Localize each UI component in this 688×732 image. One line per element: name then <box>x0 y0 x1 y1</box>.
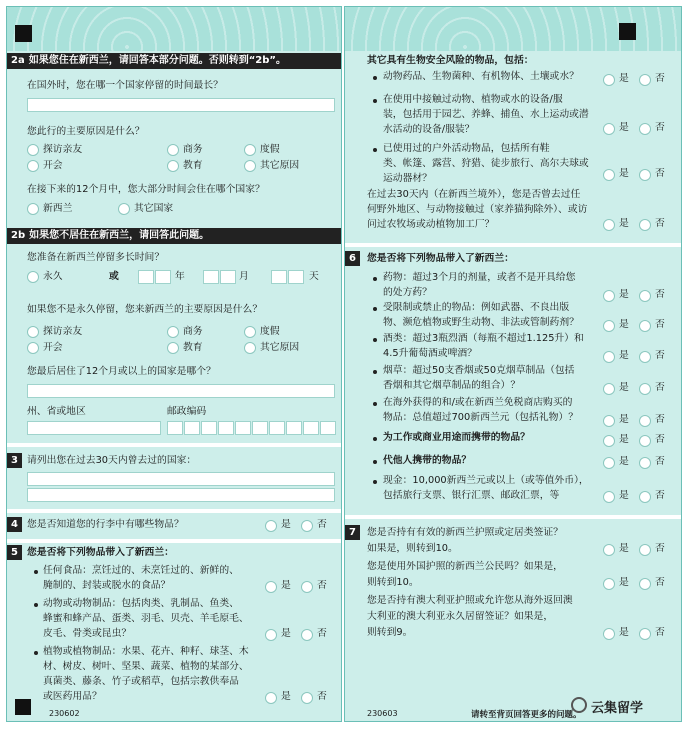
option-label: 教育 <box>183 342 203 353</box>
radio-food-yes[interactable] <box>265 581 277 593</box>
yes-label: 是 <box>281 580 291 591</box>
section-5-number: 5 <box>7 545 22 560</box>
registration-mark <box>619 23 636 40</box>
state-field[interactable] <box>27 421 161 435</box>
years-digit-1[interactable] <box>138 270 154 284</box>
section-6-title: 您是否将下列物品带入了新西兰： <box>367 253 514 264</box>
item-alcohol-line: 酒类：超过3瓶烈酒（每瓶不超过1.125升）和 <box>383 333 584 344</box>
bullet <box>373 437 377 441</box>
years-digit-2[interactable] <box>155 270 171 284</box>
section-4-number: 4 <box>7 517 22 532</box>
item-plant-line: 植物或植物制品：水果、花卉、种籽、球茎、木 <box>43 646 249 657</box>
no-label: 否 <box>655 73 665 84</box>
radio-yes[interactable] <box>603 457 615 469</box>
item-medicine-line: 的处方药？ <box>383 287 432 298</box>
wechat-icon <box>571 697 587 713</box>
radio-yes[interactable] <box>603 74 615 86</box>
option-label: 商务 <box>183 144 203 155</box>
item-animal-line: 皮毛、骨类或昆虫？ <box>43 628 132 639</box>
radio-yes[interactable] <box>603 320 615 332</box>
radio-visiting[interactable] <box>27 144 39 156</box>
radio-conference[interactable] <box>27 160 39 172</box>
registration-mark <box>15 25 32 42</box>
radio-yes[interactable] <box>603 435 615 447</box>
radio-no[interactable] <box>301 520 313 532</box>
section-3-number: 3 <box>7 453 22 468</box>
yes-label: 是 <box>619 350 629 361</box>
yes-label: 是 <box>619 434 629 445</box>
item-animal-line: 蜂蜜和蜂产品、蛋类、羽毛、贝壳、羊毛原毛、 <box>43 613 249 624</box>
radio-holiday[interactable] <box>244 144 256 156</box>
radio-yes[interactable] <box>603 383 615 395</box>
radio-no[interactable] <box>639 457 651 469</box>
item-dutyfree-line: 物品：总值超过700新西兰元（包括礼物）？ <box>383 412 579 423</box>
question-nz-citizen-line: 您是使用外国护照的新西兰公民吗？如果是， <box>367 561 563 572</box>
yes-label: 是 <box>619 168 629 179</box>
section-7-number: 7 <box>345 525 360 540</box>
option-label: 新西兰 <box>43 203 73 214</box>
no-label: 否 <box>655 218 665 229</box>
radio-yes[interactable] <box>603 415 615 427</box>
item-plant-line: 材、树皮、树叶、坚果、蔬菜、植物的某部分、 <box>43 661 249 672</box>
item-cash-line: 现金：10,000新西兰元或以上（或等值外币）， <box>383 475 589 486</box>
radio-yes[interactable] <box>603 578 615 590</box>
item-tobacco-line: 烟草：超过50支香烟或50克烟草制品（包括 <box>383 365 575 376</box>
no-label: 否 <box>655 627 665 638</box>
year-label: 年 <box>175 271 185 282</box>
radio-no[interactable] <box>639 351 651 363</box>
section-divider <box>345 243 681 247</box>
postcode-digit[interactable] <box>201 421 217 435</box>
radio-no[interactable] <box>639 491 651 503</box>
postcode-digit[interactable] <box>269 421 285 435</box>
option-label: 度假 <box>260 144 280 155</box>
item-medicine-line: 药物：超过3个月的剂量，或者不是开具给您 <box>383 272 576 283</box>
radio-other-country[interactable] <box>118 203 130 215</box>
question-stay-length: 您准备在新西兰停留多长时间？ <box>27 252 165 263</box>
bullet <box>373 307 377 311</box>
no-label: 否 <box>655 434 665 445</box>
radio-education[interactable] <box>167 160 179 172</box>
postcode-digit[interactable] <box>252 421 268 435</box>
radio-no[interactable] <box>639 74 651 86</box>
radio-food-no[interactable] <box>301 581 313 593</box>
radio-other-reason[interactable] <box>244 160 256 172</box>
registration-mark <box>15 699 31 715</box>
radio-yes[interactable] <box>603 169 615 181</box>
radio-new-zealand[interactable] <box>27 203 39 215</box>
option-label: 探访亲友 <box>43 144 83 155</box>
no-label: 否 <box>655 490 665 501</box>
no-label: 否 <box>655 289 665 300</box>
days-digit-2[interactable] <box>288 270 304 284</box>
no-label: 否 <box>655 414 665 425</box>
yes-label: 是 <box>281 519 291 530</box>
bullet <box>373 402 377 406</box>
radio-yes[interactable] <box>603 628 615 640</box>
question-outdoor-line: 在过去30天内（在新西兰境外），您是否曾去过任 <box>367 189 581 200</box>
section-divider <box>7 539 341 543</box>
months-digit-1[interactable] <box>203 270 219 284</box>
or-label: 或 <box>109 271 119 282</box>
postcode-digit[interactable] <box>167 421 183 435</box>
option-label: 开会 <box>43 342 63 353</box>
item-dutyfree-line: 在海外获得的和/或在新西兰免税商店购买的 <box>383 397 573 408</box>
yes-label: 是 <box>619 319 629 330</box>
radio-no[interactable] <box>639 383 651 395</box>
option-label: 开会 <box>43 160 63 171</box>
yes-label: 是 <box>281 628 291 639</box>
biosecurity-title: 其它具有生物安全风险的物品，包括： <box>367 55 534 66</box>
postcode-digit[interactable] <box>218 421 234 435</box>
radio-no[interactable] <box>639 578 651 590</box>
radio-animal-yes[interactable] <box>265 629 277 641</box>
biosecurity-item-line: 在使用中接触过动物、植物或水的设备/服 <box>383 94 563 105</box>
month-label: 月 <box>239 271 249 282</box>
yes-label: 是 <box>619 627 629 638</box>
postcode-digit[interactable] <box>303 421 319 435</box>
days-digit-1[interactable] <box>271 270 287 284</box>
biosecurity-item-line: 装，包括用于园艺、养蜂、捕鱼、水上运动或潜 <box>383 109 589 120</box>
page-code: 230603 <box>367 709 398 718</box>
option-label: 度假 <box>260 326 280 337</box>
question-outdoor-line: 问过农牧场或动植物加工厂？ <box>367 219 495 230</box>
item-tobacco-line: 香烟和其它烟草制品的组合）？ <box>383 380 521 391</box>
option-label: 其它原因 <box>260 160 300 171</box>
radio-permanent[interactable] <box>27 271 39 283</box>
radio-business[interactable] <box>167 144 179 156</box>
bullet <box>373 99 377 103</box>
day-label: 天 <box>309 271 319 282</box>
biosecurity-item-line: 运动器材？ <box>383 173 432 184</box>
no-label: 否 <box>655 319 665 330</box>
radio-visiting[interactable] <box>27 326 39 338</box>
state-label: 州、省或地区 <box>27 406 86 417</box>
section-number: 2a <box>11 55 25 66</box>
no-label: 否 <box>317 519 327 530</box>
radio-no[interactable] <box>639 123 651 135</box>
biosecurity-item-line: 已使用过的户外活动物品，包括所有鞋 <box>383 143 550 154</box>
radio-no[interactable] <box>639 435 651 447</box>
radio-yes[interactable] <box>265 520 277 532</box>
yes-label: 是 <box>619 577 629 588</box>
radio-education[interactable] <box>167 342 179 354</box>
question-outdoor-line: 何野外地区、与动物接触过（家养猫狗除外）、或访 <box>367 204 588 215</box>
question-countries-30-days: 请列出您在过去30天内曾去过的国家： <box>27 455 197 466</box>
countries-field-1[interactable] <box>27 472 335 486</box>
radio-yes[interactable] <box>603 123 615 135</box>
yes-label: 是 <box>619 218 629 229</box>
yes-label: 是 <box>619 73 629 84</box>
yes-label: 是 <box>619 414 629 425</box>
section-title: 如果您住在新西兰，请回答本部分问题。否则转到“2b”。 <box>28 55 286 66</box>
decorative-header-strip <box>7 7 341 51</box>
radio-no[interactable] <box>639 290 651 302</box>
radio-plant-no[interactable] <box>301 692 313 704</box>
yes-label: 是 <box>619 289 629 300</box>
yes-label: 是 <box>281 691 291 702</box>
watermark-text: 云集留学 <box>591 701 644 716</box>
item-restricted-line: 物、濒危植物或野生动物、非法或管制药剂？ <box>383 317 579 328</box>
no-label: 否 <box>655 456 665 467</box>
no-label: 否 <box>655 382 665 393</box>
item-animal-line: 动物或动物制品：包括肉类、乳制品、鱼类、 <box>43 598 239 609</box>
question-last-country: 您最后居住了12个月或以上的国家是哪个？ <box>27 366 216 377</box>
no-label: 否 <box>655 168 665 179</box>
biosecurity-item-line: 水活动的设备/服装？ <box>383 124 475 135</box>
yes-label: 是 <box>619 382 629 393</box>
item-alcohol-line: 4.5升葡萄酒或啤酒？ <box>383 348 477 359</box>
postcode-digit[interactable] <box>184 421 200 435</box>
question-longest-country: 在国外时，您在哪一个国家停留的时间最长？ <box>27 80 223 91</box>
question-visit-reason: 如果您不是永久停留，您来新西兰的主要原因是什么？ <box>27 304 263 315</box>
bullet <box>373 460 377 464</box>
radio-no[interactable] <box>639 320 651 332</box>
radio-yes[interactable] <box>603 491 615 503</box>
yes-label: 是 <box>619 456 629 467</box>
no-label: 否 <box>655 122 665 133</box>
bullet <box>373 76 377 80</box>
postcode-digit[interactable] <box>320 421 336 435</box>
form-page-left <box>6 6 342 722</box>
option-label: 永久 <box>43 271 63 282</box>
radio-holiday[interactable] <box>244 326 256 338</box>
question-australia-line: 则转到9。 <box>367 627 413 638</box>
section-number: 2b <box>11 230 26 241</box>
section-divider <box>7 443 341 447</box>
footer-note: 请转至背页回答更多的问题。 <box>471 710 582 720</box>
option-label: 商务 <box>183 326 203 337</box>
page-code: 230602 <box>49 709 80 718</box>
longest-country-field[interactable] <box>27 98 335 112</box>
no-label: 否 <box>655 543 665 554</box>
radio-no[interactable] <box>639 415 651 427</box>
postcode-digit[interactable] <box>286 421 302 435</box>
section-5-title: 您是否将下列物品带入了新西兰： <box>27 547 174 558</box>
bullet <box>373 277 377 281</box>
item-others-line: 代他人携带的物品？ <box>383 455 472 466</box>
question-luggage-contents: 您是否知道您的行李中有哪些物品？ <box>27 519 184 530</box>
item-cash-line: 包括旅行支票、银行汇票、邮政汇票，等 <box>383 490 560 501</box>
option-label: 其它原因 <box>260 342 300 353</box>
postcode-label: 邮政编码 <box>167 406 207 417</box>
section-divider <box>345 515 681 519</box>
bullet <box>373 338 377 342</box>
radio-no[interactable] <box>639 169 651 181</box>
radio-yes[interactable] <box>603 290 615 302</box>
bullet <box>34 651 38 655</box>
item-business-line: 为工作或商业用途而携带的物品？ <box>383 432 530 443</box>
question-australia-line: 您是否持有澳大利亚护照或允许您从海外返回澳 <box>367 595 573 606</box>
section-6-number: 6 <box>345 251 360 266</box>
radio-yes[interactable] <box>603 351 615 363</box>
section-2b-header <box>7 228 341 244</box>
radio-yes[interactable] <box>603 544 615 556</box>
radio-yes[interactable] <box>603 219 615 231</box>
radio-no[interactable] <box>639 219 651 231</box>
bullet <box>373 480 377 484</box>
bullet <box>34 570 38 574</box>
biosecurity-item-line: 动物药品、生物菌种、有机物体、土壤或水？ <box>383 71 579 82</box>
last-country-field[interactable] <box>27 384 335 398</box>
radio-no[interactable] <box>639 544 651 556</box>
section-title: 如果您不居住在新西兰，请回答此问题。 <box>29 230 210 241</box>
months-digit-2[interactable] <box>220 270 236 284</box>
item-restricted-line: 受限制或禁止的物品：例如武器、不良出版 <box>383 302 570 313</box>
item-food-line: 腌制的、封装或脱水的食品？ <box>43 580 171 591</box>
option-label: 教育 <box>183 160 203 171</box>
postcode-digit[interactable] <box>235 421 251 435</box>
item-plant-line: 真菌类、藤条、竹子或稻草，包括宗教供奉品 <box>43 676 239 687</box>
question-nz-citizen-line: 则转到10。 <box>367 577 419 588</box>
option-label: 其它国家 <box>134 203 174 214</box>
question-main-reason: 您此行的主要原因是什么？ <box>27 126 145 137</box>
item-food-line: 任何食品：烹饪过的、未烹饪过的、新鲜的、 <box>43 565 239 576</box>
question-nz-passport: 您是否持有有效的新西兰护照或定居类签证？ <box>367 527 563 538</box>
no-label: 否 <box>317 628 327 639</box>
question-australia-line: 大利亚的澳大利亚永久居留签证？如果是， <box>367 611 554 622</box>
section-2a-header <box>7 53 341 69</box>
item-plant-line: 或医药用品？ <box>43 691 102 702</box>
yes-label: 是 <box>619 122 629 133</box>
no-label: 否 <box>655 350 665 361</box>
bullet <box>373 370 377 374</box>
biosecurity-item-line: 类、帐篷、露营、狩猎、徒步旅行、高尔夫球或 <box>383 158 589 169</box>
option-label: 探访亲友 <box>43 326 83 337</box>
bullet <box>34 603 38 607</box>
radio-animal-no[interactable] <box>301 629 313 641</box>
radio-conference[interactable] <box>27 342 39 354</box>
section-divider <box>7 509 341 513</box>
question-next-12-months: 在接下来的12个月中，您大部分时间会住在哪个国家？ <box>27 184 265 195</box>
countries-field-2[interactable] <box>27 488 335 502</box>
bullet <box>373 148 377 152</box>
yes-label: 是 <box>619 543 629 554</box>
no-label: 否 <box>317 691 327 702</box>
question-nz-passport-goto: 如果是，则转到10。 <box>367 543 458 554</box>
no-label: 否 <box>655 577 665 588</box>
radio-other-reason[interactable] <box>244 342 256 354</box>
radio-business[interactable] <box>167 326 179 338</box>
form-page-right <box>344 6 682 722</box>
radio-plant-yes[interactable] <box>265 692 277 704</box>
radio-no[interactable] <box>639 628 651 640</box>
yes-label: 是 <box>619 490 629 501</box>
no-label: 否 <box>317 580 327 591</box>
